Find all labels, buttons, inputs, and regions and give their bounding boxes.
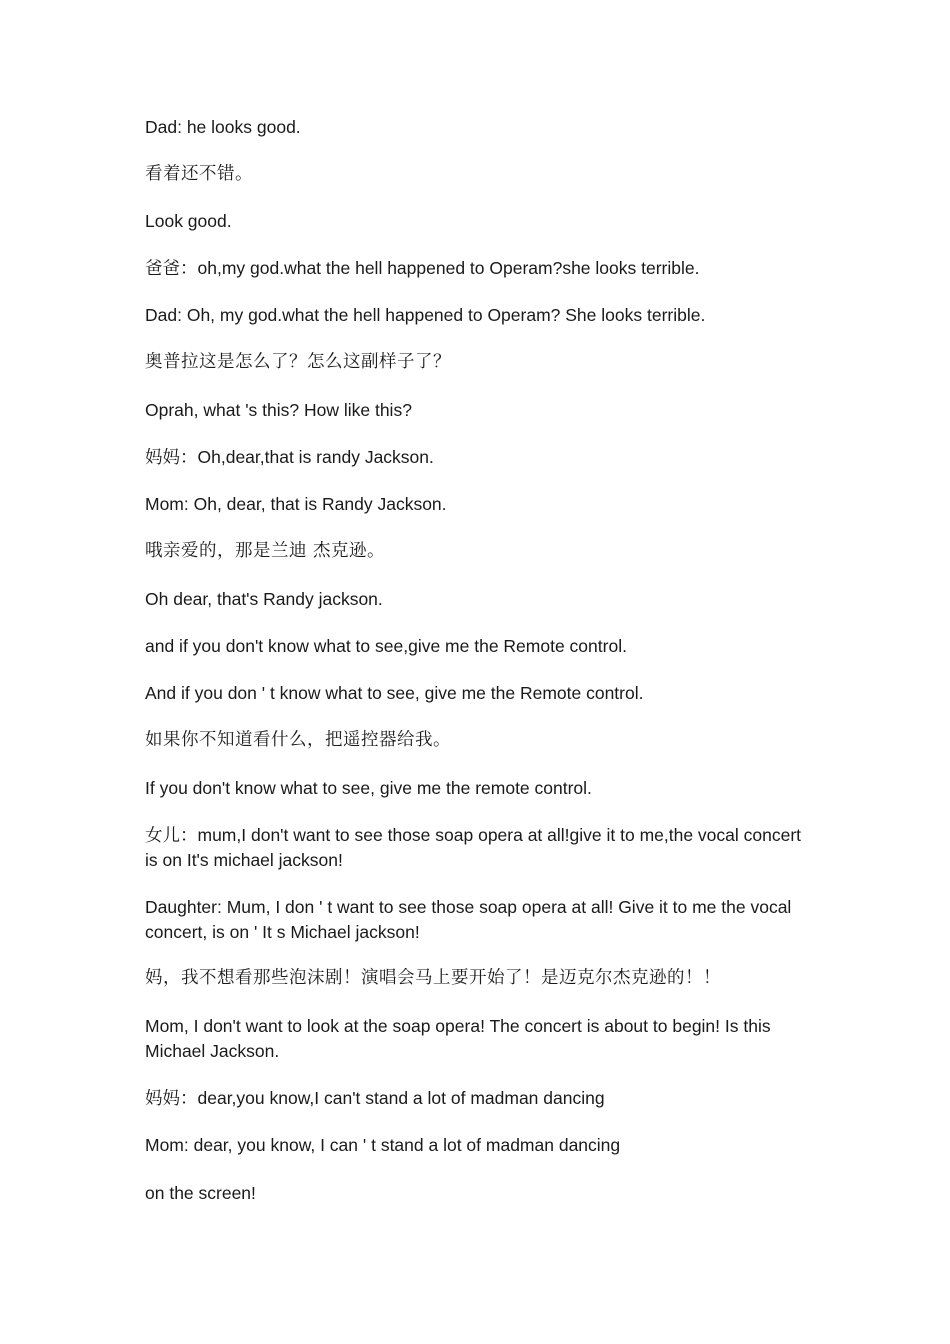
paragraph: Mom, I don't want to look at the soap opera! The concert is about to begin! Is this Michael Jackson. — [145, 1016, 771, 1061]
paragraph: 奥普拉这是怎么了？怎么这副样子了？ — [145, 352, 451, 372]
paragraph: 如果你不知道看什么，把遥控器给我。 — [145, 730, 451, 750]
paragraph: 看着还不错。 — [145, 164, 253, 184]
paragraph: and if you don't know what to see,give me the Remote control. — [145, 636, 627, 656]
paragraph: If you don't know what to see, give me the remote control. — [145, 778, 592, 798]
paragraph: 女儿：mum,I don't want to see those soap opera at all!give it to me,the vocal concert is on It's michael jackson! — [145, 825, 802, 870]
paragraph: Dad: Oh, my god.what the hell happened to Operam? She looks terrible. — [145, 305, 706, 325]
paragraph: Mom: dear, you know, I can ' t stand a lot of madman dancing — [145, 1135, 621, 1155]
paragraph: on the screen! — [145, 1183, 256, 1203]
paragraph: 妈，我不想看那些泡沫剧！演唱会马上要开始了！是迈克尔杰克逊的！！ — [145, 968, 721, 988]
paragraph: 哦亲爱的，那是兰迪 杰克逊。 — [145, 541, 386, 561]
paragraph: And if you don ' t know what to see, give me the Remote control. — [145, 683, 644, 703]
paragraph: 妈妈：dear,you know,I can't stand a lot of madman dancing — [145, 1088, 605, 1108]
paragraph: Mom: Oh, dear, that is Randy Jackson. — [145, 494, 447, 514]
paragraph: Oprah, what 's this? How like this? — [145, 400, 412, 420]
paragraph: 爸爸：oh,my god.what the hell happened to Operam?she looks terrible. — [145, 258, 700, 278]
paragraph: Daughter: Mum, I don ' t want to see those soap opera at all! Give it to me the vocal concert, is on ' It s Michael jackson! — [145, 897, 792, 942]
paragraph: Oh dear, that's Randy jackson. — [145, 589, 383, 609]
paragraph: 妈妈：Oh,dear,that is randy Jackson. — [145, 447, 434, 467]
paragraph: Look good. — [145, 211, 232, 231]
paragraph: Dad: he looks good. — [145, 117, 301, 137]
